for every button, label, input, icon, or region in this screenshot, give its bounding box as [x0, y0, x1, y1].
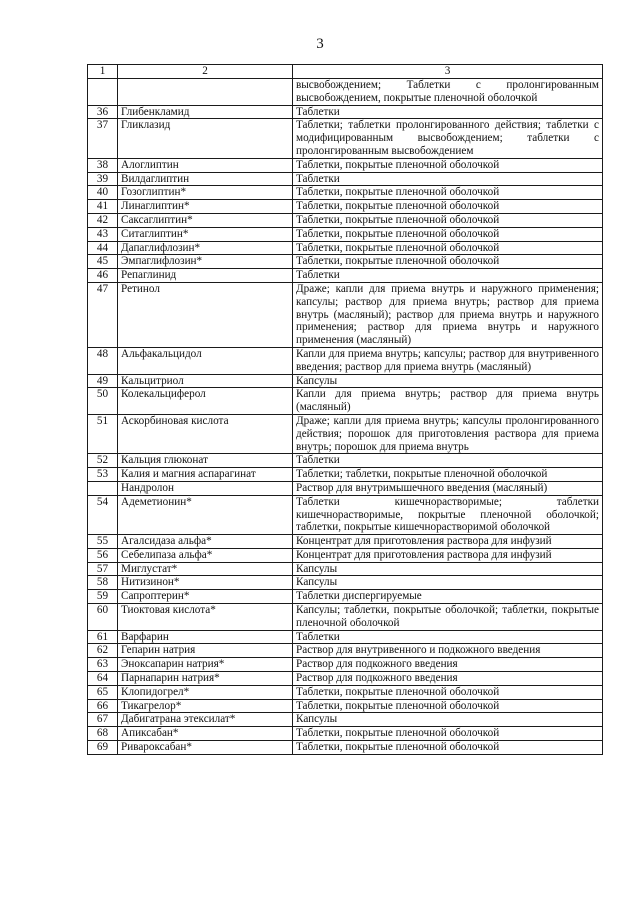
- table-row: [88, 562, 603, 576]
- row-number: [88, 79, 118, 106]
- table-row: [88, 741, 603, 755]
- drug-name: Ривароксабан*: [118, 741, 293, 755]
- dosage-form: Таблетки, покрытые пленочной оболочкой: [293, 685, 603, 699]
- drug-name: Репаглинид: [118, 269, 293, 283]
- dosage-form: Раствор для подкожного введения: [293, 658, 603, 672]
- row-number: 38: [88, 158, 118, 172]
- row-number: 52: [88, 454, 118, 468]
- dosage-form: Таблетки: [293, 630, 603, 644]
- dosage-form: Капсулы: [293, 713, 603, 727]
- dosage-form: Таблетки, покрытые пленочной оболочкой: [293, 200, 603, 214]
- drug-table: [87, 64, 603, 755]
- row-number: 55: [88, 535, 118, 549]
- drug-name: Миглустат*: [118, 562, 293, 576]
- row-number: 37: [88, 119, 118, 158]
- row-number: 66: [88, 699, 118, 713]
- dosage-form: Раствор для внутримышечного введения (масляный): [293, 481, 603, 495]
- row-number: 64: [88, 672, 118, 686]
- row-number: 60: [88, 604, 118, 631]
- dosage-form: Таблетки, покрытые пленочной оболочкой: [293, 186, 603, 200]
- column-header-form: 3: [293, 65, 603, 79]
- drug-name: Себелипаза альфа*: [118, 548, 293, 562]
- drug-name: Колекальциферол: [118, 388, 293, 415]
- table-row: [88, 672, 603, 686]
- drug-table-body: [88, 65, 603, 755]
- dosage-form: Драже; капли для приема внутрь и наружного применения; капсулы; раствор для приема внутрь; раствор для приема внутрь (масляный); раствор для приема внутрь и наружного применения; раствор для приема внутрь и наружного применения (масляный): [293, 282, 603, 347]
- drug-name: Нандролон: [118, 481, 293, 495]
- row-number: 49: [88, 374, 118, 388]
- row-number: 67: [88, 713, 118, 727]
- dosage-form: Таблетки; таблетки пролонгированного действия; таблетки с модифицированным высвобождением; таблетки с пролонгированным высвобождением: [293, 119, 603, 158]
- table-row: [88, 172, 603, 186]
- row-number: 59: [88, 590, 118, 604]
- drug-name: Саксаглиптин*: [118, 213, 293, 227]
- table-row: [88, 644, 603, 658]
- dosage-form: Таблетки: [293, 105, 603, 119]
- table-row: [88, 713, 603, 727]
- table-row: [88, 388, 603, 415]
- table-row: [88, 630, 603, 644]
- row-number: 57: [88, 562, 118, 576]
- drug-name: Ситаглиптин*: [118, 227, 293, 241]
- table-row: [88, 241, 603, 255]
- row-number: 40: [88, 186, 118, 200]
- dosage-form: Капсулы: [293, 374, 603, 388]
- dosage-form: Таблетки, покрытые пленочной оболочкой: [293, 255, 603, 269]
- row-number: 45: [88, 255, 118, 269]
- table-row: [88, 454, 603, 468]
- row-number: 47: [88, 282, 118, 347]
- row-number: 69: [88, 741, 118, 755]
- drug-name: Агалсидаза альфа*: [118, 535, 293, 549]
- dosage-form: Концентрат для приготовления раствора для инфузий: [293, 548, 603, 562]
- drug-name: Аскорбиновая кислота: [118, 414, 293, 453]
- drug-name: Гликлазид: [118, 119, 293, 158]
- table-row: [88, 535, 603, 549]
- drug-name: Вилдаглиптин: [118, 172, 293, 186]
- table-row: [88, 227, 603, 241]
- column-header-number: 1: [88, 65, 118, 79]
- row-number: 43: [88, 227, 118, 241]
- row-number: 63: [88, 658, 118, 672]
- drug-name: Алоглиптин: [118, 158, 293, 172]
- table-row: [88, 200, 603, 214]
- dosage-form: Таблетки: [293, 454, 603, 468]
- row-number: 62: [88, 644, 118, 658]
- drug-name: Дапаглифлозин*: [118, 241, 293, 255]
- drug-name: Кальцитриол: [118, 374, 293, 388]
- table-row: [88, 699, 603, 713]
- dosage-form: Капсулы; таблетки, покрытые оболочкой; таблетки, покрытые пленочной оболочкой: [293, 604, 603, 631]
- dosage-form: Таблетки, покрытые пленочной оболочкой: [293, 699, 603, 713]
- drug-name: Кальция глюконат: [118, 454, 293, 468]
- row-number: 50: [88, 388, 118, 415]
- table-row: [88, 282, 603, 347]
- dosage-form: Таблетки, покрытые пленочной оболочкой: [293, 227, 603, 241]
- row-number: 56: [88, 548, 118, 562]
- drug-name: Эмпаглифлозин*: [118, 255, 293, 269]
- drug-name: Альфакальцидол: [118, 347, 293, 374]
- table-row: [88, 576, 603, 590]
- table-row: [88, 658, 603, 672]
- row-number: 46: [88, 269, 118, 283]
- drug-name: Апиксабан*: [118, 727, 293, 741]
- table-row: [88, 727, 603, 741]
- dosage-form: Раствор для подкожного введения: [293, 672, 603, 686]
- page-number: 3: [316, 36, 324, 52]
- table-row: [88, 685, 603, 699]
- drug-name: Парнапарин натрия*: [118, 672, 293, 686]
- drug-name: [118, 79, 293, 106]
- row-number: 58: [88, 576, 118, 590]
- row-number: 36: [88, 105, 118, 119]
- dosage-form: Таблетки: [293, 172, 603, 186]
- row-number: 68: [88, 727, 118, 741]
- row-number: 41: [88, 200, 118, 214]
- drug-name: Линаглиптин*: [118, 200, 293, 214]
- table-row: [88, 269, 603, 283]
- table-row: [88, 158, 603, 172]
- dosage-form: Таблетки; таблетки, покрытые пленочной оболочкой: [293, 468, 603, 482]
- dosage-form: Концентрат для приготовления раствора для инфузий: [293, 535, 603, 549]
- dosage-form: Таблетки кишечнорастворимые; таблетки кишечнорастворимые, покрытые пленочной оболочкой; таблетки, покрытые кишечнорастворимой оболочкой: [293, 495, 603, 534]
- dosage-form: Капли для приема внутрь; капсулы; раствор для внутривенного введения; раствор для приема внутрь (масляный): [293, 347, 603, 374]
- table-row: [88, 414, 603, 453]
- row-number: 65: [88, 685, 118, 699]
- dosage-form: высвобождением; Таблетки с пролонгированным высвобождением, покрытые пленочной оболочкой: [293, 79, 603, 106]
- dosage-form: Таблетки диспергируемые: [293, 590, 603, 604]
- drug-name: Глибенкламид: [118, 105, 293, 119]
- table-header-row: [88, 65, 603, 79]
- drug-name: Дабигатрана этексилат*: [118, 713, 293, 727]
- row-number: 54: [88, 495, 118, 534]
- drug-name: Калия и магния аспарагинат: [118, 468, 293, 482]
- table-row: [88, 374, 603, 388]
- table-row: [88, 347, 603, 374]
- row-number: 51: [88, 414, 118, 453]
- table-row: [88, 79, 603, 106]
- dosage-form: Таблетки, покрытые пленочной оболочкой: [293, 158, 603, 172]
- dosage-form: Таблетки, покрытые пленочной оболочкой: [293, 727, 603, 741]
- table-row: [88, 255, 603, 269]
- dosage-form: Драже; капли для приема внутрь; капсулы пролонгированного действия; порошок для приготовления раствора для приема внутрь; порошок для приема внутрь: [293, 414, 603, 453]
- drug-name: Гозоглиптин*: [118, 186, 293, 200]
- dosage-form: Раствор для внутривенного и подкожного введения: [293, 644, 603, 658]
- dosage-form: Капсулы: [293, 576, 603, 590]
- drug-name: Ретинол: [118, 282, 293, 347]
- drug-name: Тиоктовая кислота*: [118, 604, 293, 631]
- column-header-name: 2: [118, 65, 293, 79]
- drug-name: Клопидогрел*: [118, 685, 293, 699]
- drug-name: Нитизинон*: [118, 576, 293, 590]
- dosage-form: Таблетки: [293, 269, 603, 283]
- dosage-form: Таблетки, покрытые пленочной оболочкой: [293, 741, 603, 755]
- dosage-form: Таблетки, покрытые пленочной оболочкой: [293, 241, 603, 255]
- drug-name: Гепарин натрия: [118, 644, 293, 658]
- table-row: [88, 481, 603, 495]
- table-row: [88, 468, 603, 482]
- table-row: [88, 604, 603, 631]
- table-row: [88, 186, 603, 200]
- drug-name: Сапроптерин*: [118, 590, 293, 604]
- drug-name: Адеметионин*: [118, 495, 293, 534]
- dosage-form: Таблетки, покрытые пленочной оболочкой: [293, 213, 603, 227]
- row-number: 42: [88, 213, 118, 227]
- drug-name: Варфарин: [118, 630, 293, 644]
- table-row: [88, 213, 603, 227]
- row-number: 44: [88, 241, 118, 255]
- row-number: 61: [88, 630, 118, 644]
- row-number: 39: [88, 172, 118, 186]
- dosage-form: Капли для приема внутрь; раствор для приема внутрь (масляный): [293, 388, 603, 415]
- table-row: [88, 105, 603, 119]
- table-row: [88, 590, 603, 604]
- dosage-form: Капсулы: [293, 562, 603, 576]
- drug-name: Эноксапарин натрия*: [118, 658, 293, 672]
- row-number: [88, 481, 118, 495]
- drug-name: Тикагрелор*: [118, 699, 293, 713]
- table-row: [88, 548, 603, 562]
- table-row: [88, 119, 603, 158]
- row-number: 48: [88, 347, 118, 374]
- table-row: [88, 495, 603, 534]
- row-number: 53: [88, 468, 118, 482]
